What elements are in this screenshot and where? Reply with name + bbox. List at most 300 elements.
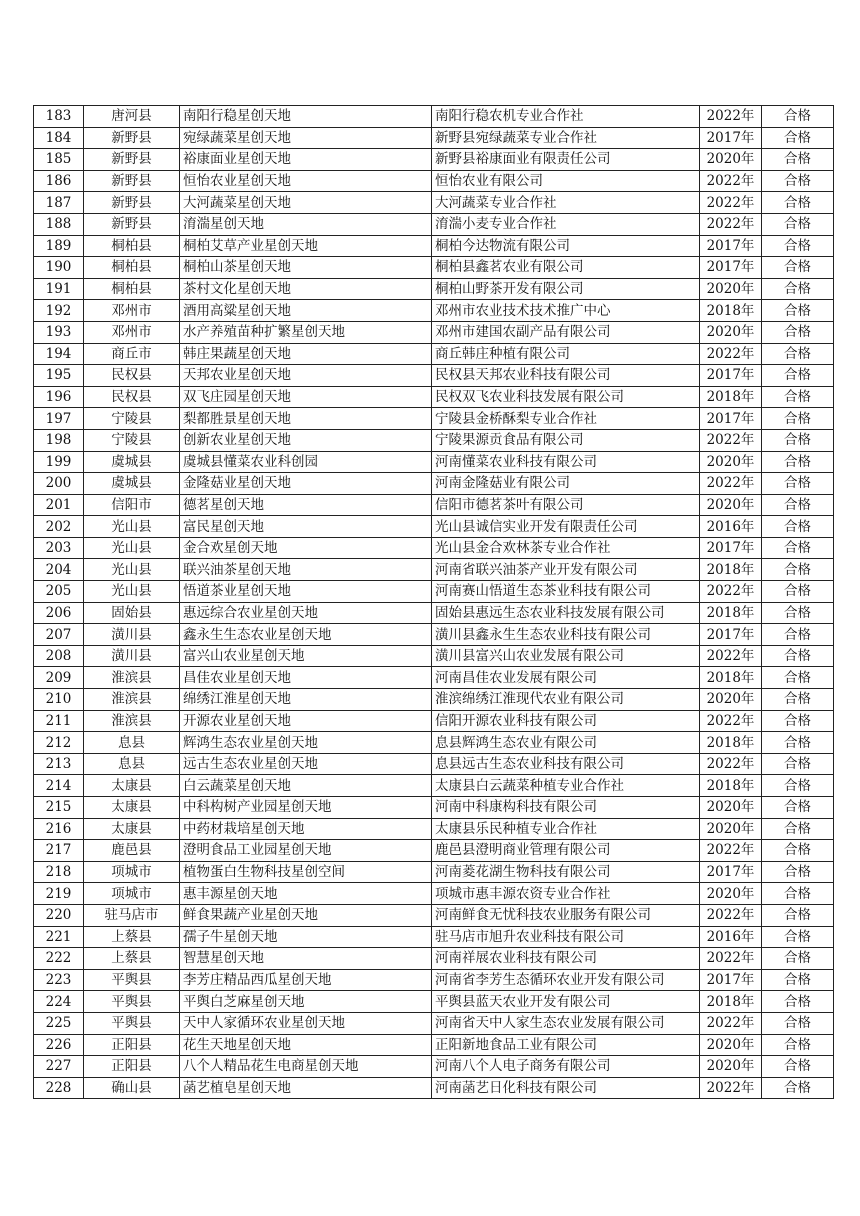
county-cell: 潢川县 bbox=[84, 624, 180, 646]
star-space-table bbox=[33, 105, 834, 1099]
operator-org-cell: 信阳开源农业科技有限公司 bbox=[432, 710, 700, 732]
county-cell: 宁陵县 bbox=[84, 429, 180, 451]
table-row bbox=[34, 883, 834, 905]
year-cell: 2020年 bbox=[700, 451, 762, 473]
platform-name-cell: 富兴山农业星创天地 bbox=[180, 645, 432, 667]
operator-org-cell: 项城市惠丰源农资专业合作社 bbox=[432, 883, 700, 905]
table-row bbox=[34, 300, 834, 322]
year-cell: 2022年 bbox=[700, 948, 762, 970]
row-number: 216 bbox=[34, 818, 84, 840]
platform-name-cell: 双飞庄园星创天地 bbox=[180, 386, 432, 408]
year-cell: 2022年 bbox=[700, 1077, 762, 1099]
row-number: 219 bbox=[34, 883, 84, 905]
result-cell: 合格 bbox=[762, 213, 834, 235]
county-cell: 上蔡县 bbox=[84, 926, 180, 948]
platform-name-cell: 辉鸿生态农业星创天地 bbox=[180, 732, 432, 754]
table-row bbox=[34, 537, 834, 559]
year-cell: 2016年 bbox=[700, 926, 762, 948]
platform-name-cell: 菡艺植皂星创天地 bbox=[180, 1077, 432, 1099]
table-row bbox=[34, 451, 834, 473]
table-row bbox=[34, 127, 834, 149]
row-number: 194 bbox=[34, 343, 84, 365]
result-cell: 合格 bbox=[762, 904, 834, 926]
row-number: 209 bbox=[34, 667, 84, 689]
table-row bbox=[34, 926, 834, 948]
platform-name-cell: 澄明食品工业园星创天地 bbox=[180, 840, 432, 862]
county-cell: 固始县 bbox=[84, 602, 180, 624]
year-cell: 2018年 bbox=[700, 300, 762, 322]
county-cell: 光山县 bbox=[84, 559, 180, 581]
county-cell: 太康县 bbox=[84, 775, 180, 797]
row-number: 191 bbox=[34, 278, 84, 300]
platform-name-cell: 中药材栽培星创天地 bbox=[180, 818, 432, 840]
result-cell: 合格 bbox=[762, 818, 834, 840]
year-cell: 2017年 bbox=[700, 969, 762, 991]
platform-name-cell: 中科构树产业园星创天地 bbox=[180, 797, 432, 819]
year-cell: 2022年 bbox=[700, 904, 762, 926]
table-row bbox=[34, 689, 834, 711]
result-cell: 合格 bbox=[762, 127, 834, 149]
year-cell: 2022年 bbox=[700, 429, 762, 451]
operator-org-cell: 淮滨绵绣江淮现代农业有限公司 bbox=[432, 689, 700, 711]
result-cell: 合格 bbox=[762, 645, 834, 667]
operator-org-cell: 河南祥展农业科技有限公司 bbox=[432, 948, 700, 970]
year-cell: 2020年 bbox=[700, 149, 762, 171]
result-cell: 合格 bbox=[762, 775, 834, 797]
row-number: 228 bbox=[34, 1077, 84, 1099]
row-number: 224 bbox=[34, 991, 84, 1013]
operator-org-cell: 光山县诚信实业开发有限责任公司 bbox=[432, 516, 700, 538]
year-cell: 2020年 bbox=[700, 1056, 762, 1078]
row-number: 195 bbox=[34, 365, 84, 387]
operator-org-cell: 河南懂菜农业科技有限公司 bbox=[432, 451, 700, 473]
operator-org-cell: 潢川县鑫永生生态农业科技有限公司 bbox=[432, 624, 700, 646]
platform-name-cell: 梨都胜景星创天地 bbox=[180, 408, 432, 430]
table-row bbox=[34, 365, 834, 387]
result-cell: 合格 bbox=[762, 581, 834, 603]
county-cell: 淮滨县 bbox=[84, 689, 180, 711]
result-cell: 合格 bbox=[762, 300, 834, 322]
row-number: 220 bbox=[34, 904, 84, 926]
county-cell: 太康县 bbox=[84, 818, 180, 840]
county-cell: 项城市 bbox=[84, 883, 180, 905]
county-cell: 息县 bbox=[84, 753, 180, 775]
result-cell: 合格 bbox=[762, 278, 834, 300]
result-cell: 合格 bbox=[762, 537, 834, 559]
table-row bbox=[34, 991, 834, 1013]
table-row bbox=[34, 948, 834, 970]
platform-name-cell: 桐柏艾草产业星创天地 bbox=[180, 235, 432, 257]
table-row bbox=[34, 1056, 834, 1078]
operator-org-cell: 河南中科康构科技有限公司 bbox=[432, 797, 700, 819]
row-number: 183 bbox=[34, 106, 84, 128]
county-cell: 光山县 bbox=[84, 516, 180, 538]
platform-name-cell: 茶村文化星创天地 bbox=[180, 278, 432, 300]
table-row bbox=[34, 106, 834, 128]
result-cell: 合格 bbox=[762, 451, 834, 473]
result-cell: 合格 bbox=[762, 429, 834, 451]
operator-org-cell: 潢川县富兴山农业发展有限公司 bbox=[432, 645, 700, 667]
platform-name-cell: 韩庄果蔬星创天地 bbox=[180, 343, 432, 365]
table-row bbox=[34, 170, 834, 192]
operator-org-cell: 大河蔬菜专业合作社 bbox=[432, 192, 700, 214]
operator-org-cell: 信阳市德茗茶叶有限公司 bbox=[432, 494, 700, 516]
year-cell: 2022年 bbox=[700, 840, 762, 862]
operator-org-cell: 南阳行稳农机专业合作社 bbox=[432, 106, 700, 128]
platform-name-cell: 酒用高粱星创天地 bbox=[180, 300, 432, 322]
table-row bbox=[34, 429, 834, 451]
row-number: 218 bbox=[34, 861, 84, 883]
table-row bbox=[34, 559, 834, 581]
year-cell: 2020年 bbox=[700, 689, 762, 711]
county-cell: 信阳市 bbox=[84, 494, 180, 516]
county-cell: 息县 bbox=[84, 732, 180, 754]
year-cell: 2018年 bbox=[700, 559, 762, 581]
year-cell: 2020年 bbox=[700, 818, 762, 840]
platform-name-cell: 金隆菇业星创天地 bbox=[180, 473, 432, 495]
year-cell: 2022年 bbox=[700, 753, 762, 775]
table-row bbox=[34, 710, 834, 732]
county-cell: 虞城县 bbox=[84, 473, 180, 495]
platform-name-cell: 恒怡农业星创天地 bbox=[180, 170, 432, 192]
result-cell: 合格 bbox=[762, 753, 834, 775]
operator-org-cell: 邓州市农业技术技术推广中心 bbox=[432, 300, 700, 322]
operator-org-cell: 鹿邑县澄明商业管理有限公司 bbox=[432, 840, 700, 862]
table-row bbox=[34, 1034, 834, 1056]
platform-name-cell: 植物蛋白生物科技星创空间 bbox=[180, 861, 432, 883]
year-cell: 2020年 bbox=[700, 278, 762, 300]
table-row bbox=[34, 969, 834, 991]
platform-name-cell: 宛绿蔬菜星创天地 bbox=[180, 127, 432, 149]
year-cell: 2018年 bbox=[700, 775, 762, 797]
result-cell: 合格 bbox=[762, 883, 834, 905]
row-number: 193 bbox=[34, 321, 84, 343]
platform-name-cell: 悟道茶业星创天地 bbox=[180, 581, 432, 603]
year-cell: 2018年 bbox=[700, 732, 762, 754]
row-number: 192 bbox=[34, 300, 84, 322]
table-row bbox=[34, 602, 834, 624]
county-cell: 邓州市 bbox=[84, 300, 180, 322]
table-row bbox=[34, 321, 834, 343]
operator-org-cell: 太康县白云蔬菜种植专业合作社 bbox=[432, 775, 700, 797]
year-cell: 2020年 bbox=[700, 883, 762, 905]
platform-name-cell: 联兴油茶星创天地 bbox=[180, 559, 432, 581]
operator-org-cell: 桐柏山野茶开发有限公司 bbox=[432, 278, 700, 300]
table-row bbox=[34, 645, 834, 667]
platform-name-cell: 水产养殖苗种扩繁星创天地 bbox=[180, 321, 432, 343]
table-row bbox=[34, 257, 834, 279]
year-cell: 2017年 bbox=[700, 537, 762, 559]
operator-org-cell: 光山县金合欢林茶专业合作社 bbox=[432, 537, 700, 559]
operator-org-cell: 河南省李芳生态循环农业开发有限公司 bbox=[432, 969, 700, 991]
year-cell: 2022年 bbox=[700, 170, 762, 192]
county-cell: 正阳县 bbox=[84, 1056, 180, 1078]
platform-name-cell: 金合欢星创天地 bbox=[180, 537, 432, 559]
county-cell: 潢川县 bbox=[84, 645, 180, 667]
row-number: 188 bbox=[34, 213, 84, 235]
year-cell: 2016年 bbox=[700, 516, 762, 538]
platform-name-cell: 大河蔬菜星创天地 bbox=[180, 192, 432, 214]
year-cell: 2018年 bbox=[700, 991, 762, 1013]
operator-org-cell: 固始县惠远生态农业科技发展有限公司 bbox=[432, 602, 700, 624]
table-row bbox=[34, 516, 834, 538]
platform-name-cell: 花生天地星创天地 bbox=[180, 1034, 432, 1056]
county-cell: 淮滨县 bbox=[84, 667, 180, 689]
result-cell: 合格 bbox=[762, 840, 834, 862]
result-cell: 合格 bbox=[762, 106, 834, 128]
county-cell: 平舆县 bbox=[84, 991, 180, 1013]
county-cell: 新野县 bbox=[84, 149, 180, 171]
result-cell: 合格 bbox=[762, 343, 834, 365]
county-cell: 桐柏县 bbox=[84, 278, 180, 300]
table-row bbox=[34, 861, 834, 883]
platform-name-cell: 绵绣江淮星创天地 bbox=[180, 689, 432, 711]
result-cell: 合格 bbox=[762, 386, 834, 408]
county-cell: 鹿邑县 bbox=[84, 840, 180, 862]
county-cell: 民权县 bbox=[84, 365, 180, 387]
table-body bbox=[34, 106, 834, 1099]
result-cell: 合格 bbox=[762, 516, 834, 538]
row-number: 211 bbox=[34, 710, 84, 732]
year-cell: 2022年 bbox=[700, 106, 762, 128]
result-cell: 合格 bbox=[762, 559, 834, 581]
operator-org-cell: 民权双飞农业科技发展有限公司 bbox=[432, 386, 700, 408]
result-cell: 合格 bbox=[762, 926, 834, 948]
year-cell: 2022年 bbox=[700, 581, 762, 603]
operator-org-cell: 息县远古生态农业科技有限公司 bbox=[432, 753, 700, 775]
year-cell: 2022年 bbox=[700, 1012, 762, 1034]
result-cell: 合格 bbox=[762, 257, 834, 279]
row-number: 210 bbox=[34, 689, 84, 711]
year-cell: 2018年 bbox=[700, 386, 762, 408]
table-row bbox=[34, 149, 834, 171]
operator-org-cell: 河南赛山悟道生态茶业科技有限公司 bbox=[432, 581, 700, 603]
county-cell: 项城市 bbox=[84, 861, 180, 883]
result-cell: 合格 bbox=[762, 192, 834, 214]
year-cell: 2022年 bbox=[700, 473, 762, 495]
row-number: 226 bbox=[34, 1034, 84, 1056]
operator-org-cell: 民权县天邦农业科技有限公司 bbox=[432, 365, 700, 387]
year-cell: 2020年 bbox=[700, 494, 762, 516]
platform-name-cell: 平舆白芝麻星创天地 bbox=[180, 991, 432, 1013]
row-number: 206 bbox=[34, 602, 84, 624]
county-cell: 桐柏县 bbox=[84, 235, 180, 257]
table-row bbox=[34, 473, 834, 495]
row-number: 198 bbox=[34, 429, 84, 451]
operator-org-cell: 邓州市建国农副产品有限公司 bbox=[432, 321, 700, 343]
table-row bbox=[34, 840, 834, 862]
result-cell: 合格 bbox=[762, 797, 834, 819]
operator-org-cell: 河南金隆菇业有限公司 bbox=[432, 473, 700, 495]
result-cell: 合格 bbox=[762, 365, 834, 387]
year-cell: 2022年 bbox=[700, 710, 762, 732]
result-cell: 合格 bbox=[762, 991, 834, 1013]
platform-name-cell: 南阳行稳星创天地 bbox=[180, 106, 432, 128]
platform-name-cell: 裕康面业星创天地 bbox=[180, 149, 432, 171]
row-number: 205 bbox=[34, 581, 84, 603]
platform-name-cell: 桐柏山茶星创天地 bbox=[180, 257, 432, 279]
table-row bbox=[34, 1077, 834, 1099]
platform-name-cell: 李芳庄精品西瓜星创天地 bbox=[180, 969, 432, 991]
table-row bbox=[34, 235, 834, 257]
operator-org-cell: 河南昌佳农业发展有限公司 bbox=[432, 667, 700, 689]
county-cell: 光山县 bbox=[84, 537, 180, 559]
year-cell: 2020年 bbox=[700, 321, 762, 343]
result-cell: 合格 bbox=[762, 494, 834, 516]
table-row bbox=[34, 775, 834, 797]
platform-name-cell: 虞城县懂菜农业科创园 bbox=[180, 451, 432, 473]
table-row bbox=[34, 278, 834, 300]
table-row bbox=[34, 213, 834, 235]
county-cell: 光山县 bbox=[84, 581, 180, 603]
row-number: 222 bbox=[34, 948, 84, 970]
year-cell: 2017年 bbox=[700, 861, 762, 883]
table-row bbox=[34, 797, 834, 819]
operator-org-cell: 宁陵县金桥酥梨专业合作社 bbox=[432, 408, 700, 430]
row-number: 227 bbox=[34, 1056, 84, 1078]
platform-name-cell: 惠丰源星创天地 bbox=[180, 883, 432, 905]
result-cell: 合格 bbox=[762, 624, 834, 646]
result-cell: 合格 bbox=[762, 473, 834, 495]
operator-org-cell: 太康县乐民种植专业合作社 bbox=[432, 818, 700, 840]
result-cell: 合格 bbox=[762, 732, 834, 754]
result-cell: 合格 bbox=[762, 710, 834, 732]
year-cell: 2017年 bbox=[700, 408, 762, 430]
operator-org-cell: 恒怡农业有限公司 bbox=[432, 170, 700, 192]
county-cell: 新野县 bbox=[84, 192, 180, 214]
row-number: 221 bbox=[34, 926, 84, 948]
county-cell: 唐河县 bbox=[84, 106, 180, 128]
platform-name-cell: 富民星创天地 bbox=[180, 516, 432, 538]
county-cell: 上蔡县 bbox=[84, 948, 180, 970]
table-row bbox=[34, 753, 834, 775]
row-number: 217 bbox=[34, 840, 84, 862]
county-cell: 淮滨县 bbox=[84, 710, 180, 732]
row-number: 184 bbox=[34, 127, 84, 149]
platform-name-cell: 昌佳农业星创天地 bbox=[180, 667, 432, 689]
operator-org-cell: 桐柏县鑫茗农业有限公司 bbox=[432, 257, 700, 279]
table-row bbox=[34, 1012, 834, 1034]
row-number: 190 bbox=[34, 257, 84, 279]
year-cell: 2018年 bbox=[700, 602, 762, 624]
row-number: 200 bbox=[34, 473, 84, 495]
year-cell: 2017年 bbox=[700, 235, 762, 257]
table-row bbox=[34, 667, 834, 689]
year-cell: 2020年 bbox=[700, 797, 762, 819]
row-number: 189 bbox=[34, 235, 84, 257]
table-row bbox=[34, 624, 834, 646]
row-number: 185 bbox=[34, 149, 84, 171]
operator-org-cell: 河南鲜食无忧科技农业服务有限公司 bbox=[432, 904, 700, 926]
operator-org-cell: 宁陵果源贡食品有限公司 bbox=[432, 429, 700, 451]
row-number: 202 bbox=[34, 516, 84, 538]
operator-org-cell: 河南菡艺日化科技有限公司 bbox=[432, 1077, 700, 1099]
table-row bbox=[34, 904, 834, 926]
county-cell: 商丘市 bbox=[84, 343, 180, 365]
result-cell: 合格 bbox=[762, 1034, 834, 1056]
result-cell: 合格 bbox=[762, 408, 834, 430]
platform-name-cell: 八个人精品花生电商星创天地 bbox=[180, 1056, 432, 1078]
operator-org-cell: 桐柏今达物流有限公司 bbox=[432, 235, 700, 257]
table-row bbox=[34, 386, 834, 408]
operator-org-cell: 河南省联兴油茶产业开发有限公司 bbox=[432, 559, 700, 581]
row-number: 199 bbox=[34, 451, 84, 473]
row-number: 213 bbox=[34, 753, 84, 775]
platform-name-cell: 德茗星创天地 bbox=[180, 494, 432, 516]
platform-name-cell: 智慧星创天地 bbox=[180, 948, 432, 970]
result-cell: 合格 bbox=[762, 969, 834, 991]
county-cell: 正阳县 bbox=[84, 1034, 180, 1056]
result-cell: 合格 bbox=[762, 602, 834, 624]
platform-name-cell: 开源农业星创天地 bbox=[180, 710, 432, 732]
row-number: 187 bbox=[34, 192, 84, 214]
table-row bbox=[34, 408, 834, 430]
operator-org-cell: 正阳新地食品工业有限公司 bbox=[432, 1034, 700, 1056]
row-number: 214 bbox=[34, 775, 84, 797]
year-cell: 2018年 bbox=[700, 667, 762, 689]
operator-org-cell: 商丘韩庄种植有限公司 bbox=[432, 343, 700, 365]
row-number: 204 bbox=[34, 559, 84, 581]
platform-name-cell: 鑫永生生态农业星创天地 bbox=[180, 624, 432, 646]
table-row bbox=[34, 192, 834, 214]
table-row bbox=[34, 818, 834, 840]
result-cell: 合格 bbox=[762, 948, 834, 970]
row-number: 201 bbox=[34, 494, 84, 516]
result-cell: 合格 bbox=[762, 689, 834, 711]
platform-name-cell: 淯湍星创天地 bbox=[180, 213, 432, 235]
county-cell: 虞城县 bbox=[84, 451, 180, 473]
county-cell: 邓州市 bbox=[84, 321, 180, 343]
year-cell: 2017年 bbox=[700, 365, 762, 387]
platform-name-cell: 白云蔬菜星创天地 bbox=[180, 775, 432, 797]
operator-org-cell: 新野县裕康面业有限责任公司 bbox=[432, 149, 700, 171]
row-number: 197 bbox=[34, 408, 84, 430]
result-cell: 合格 bbox=[762, 170, 834, 192]
result-cell: 合格 bbox=[762, 1012, 834, 1034]
county-cell: 新野县 bbox=[84, 213, 180, 235]
row-number: 225 bbox=[34, 1012, 84, 1034]
year-cell: 2017年 bbox=[700, 127, 762, 149]
result-cell: 合格 bbox=[762, 235, 834, 257]
year-cell: 2022年 bbox=[700, 213, 762, 235]
table-row bbox=[34, 494, 834, 516]
operator-org-cell: 河南八个人电子商务有限公司 bbox=[432, 1056, 700, 1078]
platform-name-cell: 天中人家循环农业星创天地 bbox=[180, 1012, 432, 1034]
operator-org-cell: 平舆县蓝天农业开发有限公司 bbox=[432, 991, 700, 1013]
operator-org-cell: 驻马店市旭升农业科技有限公司 bbox=[432, 926, 700, 948]
row-number: 186 bbox=[34, 170, 84, 192]
result-cell: 合格 bbox=[762, 149, 834, 171]
year-cell: 2022年 bbox=[700, 343, 762, 365]
row-number: 215 bbox=[34, 797, 84, 819]
result-cell: 合格 bbox=[762, 667, 834, 689]
year-cell: 2022年 bbox=[700, 192, 762, 214]
table-row bbox=[34, 732, 834, 754]
result-cell: 合格 bbox=[762, 1077, 834, 1099]
year-cell: 2017年 bbox=[700, 257, 762, 279]
county-cell: 驻马店市 bbox=[84, 904, 180, 926]
county-cell: 桐柏县 bbox=[84, 257, 180, 279]
county-cell: 平舆县 bbox=[84, 1012, 180, 1034]
county-cell: 新野县 bbox=[84, 170, 180, 192]
operator-org-cell: 淯湍小麦专业合作社 bbox=[432, 213, 700, 235]
row-number: 207 bbox=[34, 624, 84, 646]
operator-org-cell: 河南菱花湖生物科技有限公司 bbox=[432, 861, 700, 883]
year-cell: 2020年 bbox=[700, 1034, 762, 1056]
county-cell: 新野县 bbox=[84, 127, 180, 149]
row-number: 208 bbox=[34, 645, 84, 667]
platform-name-cell: 惠远综合农业星创天地 bbox=[180, 602, 432, 624]
